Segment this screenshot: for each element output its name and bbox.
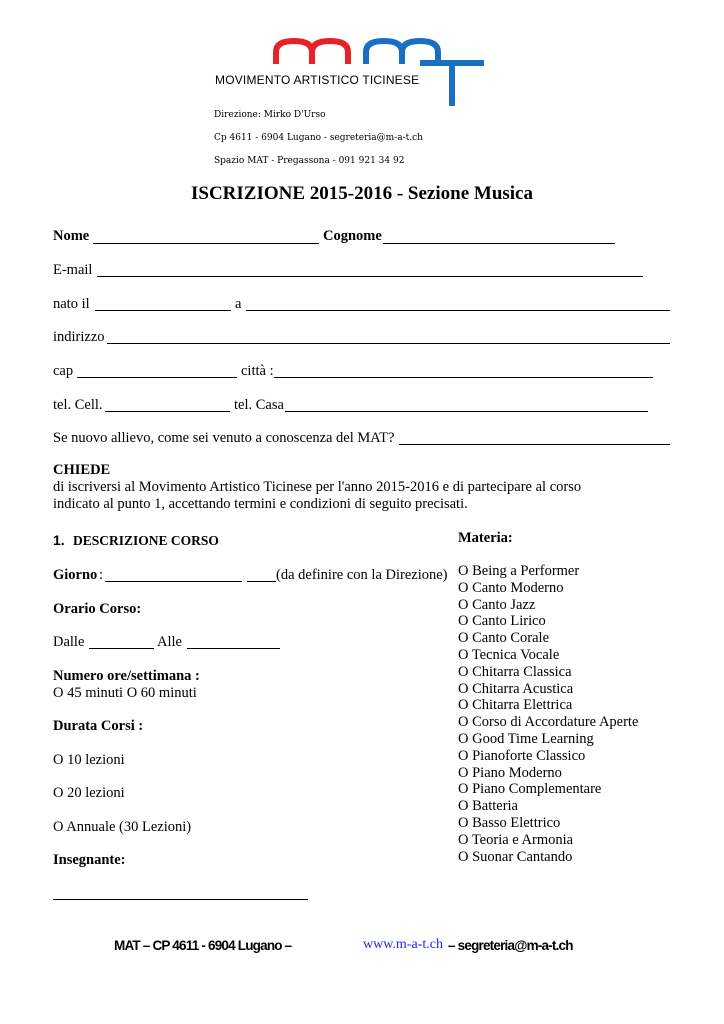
materia-option[interactable]: O Good Time Learning <box>458 730 594 747</box>
materia-option[interactable]: O Canto Corale <box>458 630 550 647</box>
ore-options[interactable]: O 45 minuti O 60 minuti <box>53 685 197 701</box>
conoscenza-label: Se nuovo allievo, come sei venuto a conoscenza del MAT? <box>53 430 395 446</box>
indirizzo-field[interactable] <box>107 343 670 344</box>
giorno-label: Giorno <box>53 567 98 583</box>
nato-label: nato il <box>53 296 90 312</box>
insegnante-label: Insegnante: <box>53 852 126 868</box>
mat-logo <box>270 36 490 108</box>
conoscenza-field[interactable] <box>399 444 670 445</box>
materia-option[interactable]: O Teoria e Armonia <box>458 831 574 848</box>
tel-cell-label: tel. Cell. <box>53 397 103 413</box>
descrizione-heading: DESCRIZIONE CORSO <box>73 533 219 548</box>
dalle-label: Dalle <box>53 634 85 650</box>
orario-label: Orario Corso: <box>53 601 142 617</box>
section-number: 1. <box>53 532 65 548</box>
alle-label: Alle <box>157 634 182 650</box>
spazio-text: Spazio MAT - Pregassona - 091 921 34 92 <box>214 156 405 166</box>
logo-red-arches <box>276 41 348 64</box>
materia-option[interactable]: O Canto Jazz <box>458 596 536 613</box>
giorno-extra-field[interactable] <box>247 581 276 582</box>
materia-option[interactable]: O Piano Complementare <box>458 781 602 798</box>
materia-option[interactable]: O Chitarra Acustica <box>458 680 574 697</box>
durata-option-20[interactable]: O 20 lezioni <box>53 785 125 801</box>
materia-option[interactable]: O Pianoforte Classico <box>458 747 586 764</box>
chiede-line-1: di iscriversi al Movimento Artistico Ticinese per l'anno 2015-2016 e di partecipare al corso <box>53 479 582 495</box>
materia-heading: Materia: <box>458 530 513 546</box>
materia-option[interactable]: O Being a Performer <box>458 563 580 579</box>
giorno-colon: : <box>99 567 104 583</box>
materia-option[interactable]: O Batteria <box>458 798 518 815</box>
materia-option[interactable]: O Chitarra Classica <box>458 663 572 680</box>
cognome-field[interactable] <box>383 243 615 244</box>
cap-label: cap <box>53 363 74 379</box>
footer-left: MAT – CP 4611 - 6904 Lugano – <box>114 938 292 953</box>
address-text: Cp 4611 - 6904 Lugano - segreteria@m-a-t.ch <box>214 133 423 143</box>
email-label: E-mail <box>53 262 93 278</box>
nato-il-field[interactable] <box>95 310 231 311</box>
page-title: ISCRIZIONE 2015-2016 - Sezione Musica <box>190 183 533 204</box>
footer-website-link[interactable]: www.m-a-t.ch <box>363 937 443 952</box>
giorno-field[interactable] <box>105 581 242 582</box>
footer-email[interactable]: – segreteria@m-a-t.ch <box>448 938 573 953</box>
indirizzo-label: indirizzo <box>53 329 105 345</box>
nome-label: Nome <box>53 228 90 244</box>
materia-option[interactable]: O Basso Elettrico <box>458 814 561 831</box>
materia-option[interactable]: O Canto Lirico <box>458 613 546 630</box>
durata-option-annuale[interactable]: O Annuale (30 Lezioni) <box>53 819 192 835</box>
nome-field[interactable] <box>93 243 319 244</box>
cognome-label: Cognome <box>323 228 382 244</box>
a-label: a <box>235 296 242 312</box>
citta-label: città : <box>241 363 274 379</box>
materia-option[interactable]: O Tecnica Vocale <box>458 646 560 663</box>
ore-label: Numero ore/settimana : <box>53 668 200 684</box>
direzione-text: Direzione: Mirko D'Urso <box>214 110 326 120</box>
durata-option-10[interactable]: O 10 lezioni <box>53 752 125 768</box>
materia-option[interactable]: O Piano Moderno <box>458 764 562 781</box>
materia-list <box>458 563 638 865</box>
dalle-field[interactable] <box>89 648 154 649</box>
materia-option[interactable]: O Canto Moderno <box>458 579 564 596</box>
alle-field[interactable] <box>187 648 280 649</box>
tel-casa-field[interactable] <box>285 411 648 412</box>
insegnante-field[interactable] <box>53 899 308 900</box>
chiede-line-2: indicato al punto 1, accettando termini e condizioni di seguito precisati. <box>53 496 468 512</box>
org-name: MOVIMENTO ARTISTICO TICINESE <box>215 73 420 87</box>
materia-option[interactable]: O Corso di Accordature Aperte <box>458 714 639 731</box>
citta-field[interactable] <box>274 377 653 378</box>
email-field[interactable] <box>97 276 643 277</box>
giorno-note: (da definire con la Direzione) <box>276 567 448 583</box>
materia-option[interactable]: O Suonar Cantando <box>458 848 573 865</box>
tel-cell-field[interactable] <box>105 411 230 412</box>
luogo-nascita-field[interactable] <box>246 310 670 311</box>
tel-casa-label: tel. Casa <box>234 397 284 413</box>
durata-label: Durata Corsi : <box>53 718 144 734</box>
cap-field[interactable] <box>77 377 237 378</box>
materia-option[interactable]: O Chitarra Elettrica <box>458 697 573 714</box>
chiede-heading: CHIEDE <box>53 462 111 478</box>
